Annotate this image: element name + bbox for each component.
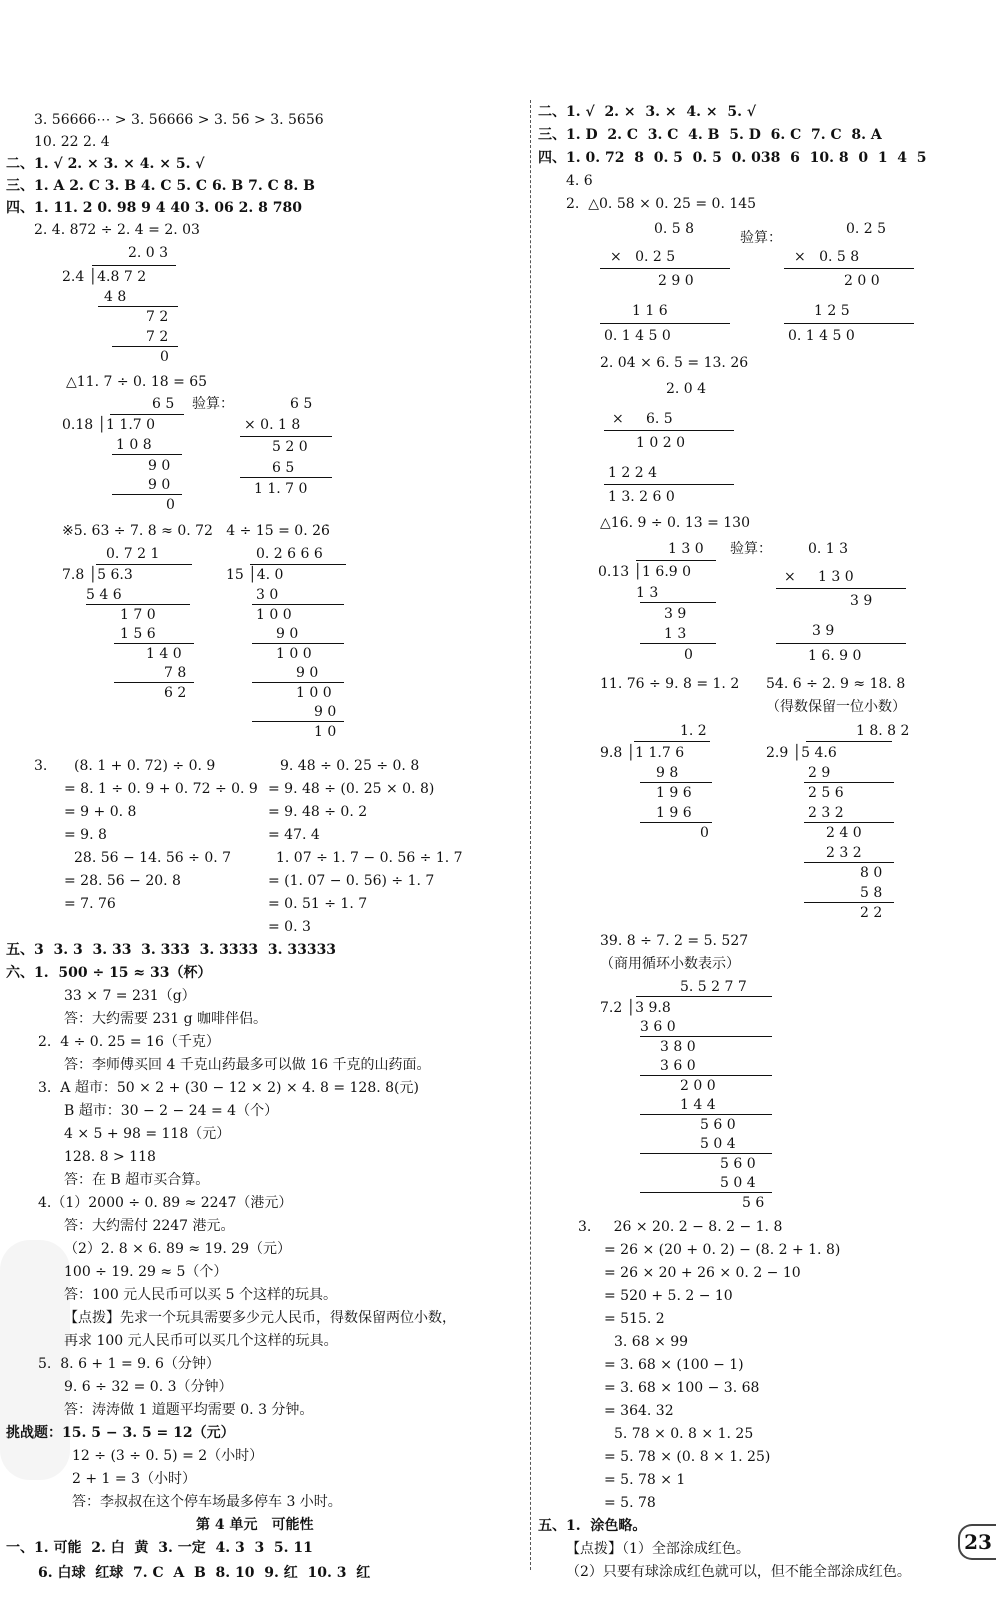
text-line: 二、1. √ 2. × 3. × 4. × 5. √	[538, 104, 757, 120]
text-line: = 5. 78 × 1	[604, 1472, 686, 1488]
division-line: 2 9	[808, 765, 831, 781]
mult-line: 2 9 0	[658, 273, 694, 289]
division-rule	[640, 782, 712, 783]
division-line: 2 0 0	[680, 1078, 716, 1094]
text-line: 答：李叔叔在这个停车场最多停车 3 小时。	[72, 1494, 342, 1510]
check-line: × 1 3 0	[784, 569, 854, 585]
division-rule	[114, 643, 194, 644]
division-bar	[96, 564, 192, 565]
text-line: 答：大约需要 231 g 咖啡伴侣。	[64, 1011, 268, 1027]
text-line: 9. 48 ÷ 0. 25 ÷ 0. 8	[280, 758, 420, 774]
division-line: 1 0 8	[116, 437, 152, 453]
text-line: 3. (8. 1 + 0. 72) ÷ 0. 9	[34, 758, 216, 774]
text-line: 四、1. 0. 72 8 0. 5 0. 5 0. 038 6 10. 8 0 1 4 5	[538, 150, 927, 166]
division-line: 7 8	[164, 665, 187, 681]
text-line: = 28. 56 − 20. 8	[64, 873, 181, 889]
division-bar	[92, 265, 176, 266]
division-rule	[640, 1114, 772, 1115]
text-line: 二、1. √ 2. × 3. × 4. × 5. √	[6, 156, 205, 172]
text-line: （商用循环小数表示）	[600, 956, 740, 972]
text-line: 12 ÷ (3 ÷ 0. 5) = 2（小时）	[72, 1448, 264, 1464]
division-bar	[634, 741, 710, 742]
division-rule	[252, 643, 344, 644]
text-line: 9. 6 ÷ 32 = 0. 3（分钟）	[64, 1379, 233, 1395]
check-rule	[240, 477, 332, 478]
text-line: 答：大约需付 2247 港元。	[64, 1218, 235, 1234]
division-rule	[252, 604, 344, 605]
text-line: = 9. 8	[64, 827, 107, 843]
tip-line: 再求 100 元人民币可以买几个这样的玩具。	[64, 1333, 338, 1349]
text-line: 答：涛涛做 1 道题平均需要 0. 3 分钟。	[64, 1402, 314, 1418]
mult-line: 0. 2 5	[846, 221, 887, 237]
mult-line: × 0. 5 8	[794, 249, 860, 265]
division-rule	[640, 822, 712, 823]
division-line: 3 9	[664, 606, 687, 622]
text-line: = 515. 2	[604, 1311, 665, 1327]
mult-rule	[604, 484, 734, 485]
text-line: 2. 4 ÷ 0. 25 = 16（千克）	[38, 1034, 220, 1050]
text-line: 3. 56666⋯ > 3. 56666 > 3. 5̇6̇ > 3. 5656	[34, 112, 324, 128]
division-rule	[114, 682, 194, 683]
text-line: 3. A 超市：50 × 2 + (30 − 12 × 2) × 4. 8 = 128. 8(元)	[38, 1080, 419, 1096]
division-line: 0	[700, 825, 709, 841]
text-line: 4 × 5 + 98 = 118（元）	[64, 1126, 231, 1142]
division-line: 1 0 0	[276, 646, 312, 662]
mult-line: 1 2 5	[814, 303, 850, 319]
text-line: = 9. 48 ÷ 0. 2	[268, 804, 368, 820]
text-line: 2 + 1 = 3（小时）	[72, 1471, 196, 1487]
text-line: 四、1. 11. 2 0. 98 9 4 40 3. 06 2. 8 780	[6, 200, 302, 216]
check-line: 3 9	[850, 593, 873, 609]
division-rule	[640, 602, 716, 603]
text-line: （得数保留一位小数）	[766, 699, 906, 715]
division-line: 3 6 0	[660, 1058, 696, 1074]
division-line: 5 0 4	[720, 1175, 756, 1191]
division-quotient: 0. 7 2 1	[106, 546, 160, 562]
division-line: 1 0	[314, 724, 337, 740]
column-divider	[530, 100, 531, 1570]
division-quotient: 1 8. 8 2	[856, 723, 910, 739]
division-line: 0.13 │1 6.9 0	[598, 564, 692, 580]
division-line: 7.8 │5 6.3	[62, 567, 133, 583]
text-line: 2. △0. 58 × 0. 25 = 0. 145	[566, 196, 757, 212]
tip-line: 【点拨】（1）全部涂成红色。	[566, 1541, 750, 1557]
mult-line: 0. 5 8	[654, 221, 695, 237]
mult-line: × 6. 5	[612, 411, 673, 427]
text-line: 五、1. 涂色略。	[538, 1518, 647, 1534]
text-line: 128. 8 > 118	[64, 1149, 156, 1165]
division-line: 5 4 6	[86, 587, 122, 603]
check-line: × 0. 1 8	[244, 417, 301, 433]
division-line: 1 5 6	[120, 626, 156, 642]
division-rule	[640, 643, 716, 644]
text-line: 6. 白球 红球 7. C A B 8. 10 9. 红 10. 3 红	[38, 1565, 371, 1581]
check-line: 5 2 0	[272, 439, 308, 455]
division-line: 9 0	[276, 626, 299, 642]
division-line: 9 0	[148, 458, 171, 474]
mult-line: 0. 1 4 5 0	[788, 328, 855, 344]
mult-line: 1 3. 2 6 0	[608, 489, 675, 505]
text-line: = 9 + 0. 8	[64, 804, 137, 820]
tip-line: 【点拨】先求一个玩具需要多少元人民币，得数保留两位小数，	[64, 1310, 456, 1326]
division-rule	[112, 346, 178, 347]
division-line: 7 2	[146, 329, 169, 345]
text-line: 28. 56 − 14. 56 ÷ 0. 7	[74, 850, 232, 866]
division-quotient: 5. 5 2 7 7	[680, 979, 747, 995]
mult-rule	[600, 268, 730, 269]
division-line: 1 0 0	[296, 685, 332, 701]
division-line: 0	[166, 497, 175, 513]
division-rule	[640, 1036, 772, 1037]
division-line: 9 0	[148, 477, 171, 493]
check-line: 1 6. 9 0	[808, 648, 862, 664]
division-rule	[640, 1192, 772, 1193]
text-line: 五、3 3. 3 3. 33 3. 333 3. 3333 3. 33333	[6, 942, 337, 958]
division-bar	[806, 741, 892, 742]
text-line: = 9. 48 ÷ (0. 25 × 0. 8)	[268, 781, 435, 797]
mult-line: 1 1 6	[632, 303, 668, 319]
check-line: 1 1. 7 0	[254, 481, 308, 497]
text-line: B 超市：30 − 2 − 24 = 4（个）	[64, 1103, 279, 1119]
division-line: 4 8	[104, 289, 127, 305]
division-line: 1 4 4	[680, 1097, 716, 1113]
division-line: 3 8 0	[660, 1039, 696, 1055]
mult-rule	[604, 430, 734, 431]
division-line: 1 3	[664, 626, 687, 642]
check-rule	[776, 643, 906, 644]
mult-line: 2. 0 4	[666, 381, 707, 397]
division-line: 6 2	[164, 685, 187, 701]
division-line: 3 6 0	[640, 1019, 676, 1035]
text-line: 答：100 元人民币可以买 5 个这样的玩具。	[64, 1287, 337, 1303]
text-line: 3. 26 × 20. 2 − 8. 2 − 1. 8	[578, 1219, 783, 1235]
page-number: 23	[958, 1524, 996, 1560]
division-bar	[250, 564, 346, 565]
division-line: 1 3	[636, 585, 659, 601]
text-line: 5. 78 × 0. 8 × 1. 25	[614, 1426, 754, 1442]
check-line: 3 9	[812, 623, 835, 639]
division-rule	[640, 1153, 772, 1154]
text-line: 六、1. 500 ÷ 15 ≈ 33（杯）	[6, 965, 212, 981]
text-line: = (1. 07 − 0. 56) ÷ 1. 7	[268, 873, 435, 889]
division-quotient: 0. 2 6 6 6	[256, 546, 323, 562]
text-line: 2. 4. 872 ÷ 2. 4 = 2. 03	[34, 222, 200, 238]
tip-line: （2）只要有球涂成红色就可以，但不能全部涂成红色。	[566, 1564, 911, 1580]
text-line: （2）2. 8 × 6. 89 ≈ 19. 29（元）	[64, 1241, 292, 1257]
text-line: = 5. 78	[604, 1495, 656, 1511]
division-line: 5 6 0	[720, 1156, 756, 1172]
division-line: 7 2	[146, 309, 169, 325]
mult-line: × 0. 2 5	[610, 249, 676, 265]
mult-line: 0. 1 4 5 0	[604, 328, 671, 344]
division-quotient: 2. 0 3	[128, 245, 169, 261]
division-line: 1 0 0	[256, 607, 292, 623]
division-line: 2 3 2	[826, 845, 862, 861]
check-label: 验算：	[740, 230, 782, 246]
text-line: 3. 68 × 99	[614, 1334, 689, 1350]
mult-rule	[600, 323, 730, 324]
division-bar	[110, 414, 184, 415]
division-rule	[640, 1075, 772, 1076]
text-line: = 5. 78 × (0. 8 × 1. 25)	[604, 1449, 771, 1465]
division-line: 1 9 6	[656, 785, 692, 801]
division-line: 0	[684, 647, 693, 663]
division-quotient: 1. 2	[680, 723, 707, 739]
division-line: 3 0	[256, 587, 279, 603]
division-line: 2 3 2	[808, 805, 844, 821]
check-line: 0. 1 3	[808, 541, 849, 557]
division-rule	[252, 721, 344, 722]
division-line: 2 5 6	[808, 785, 844, 801]
division-line: 9 8	[656, 765, 679, 781]
text-line: = 3. 68 × 100 − 3. 68	[604, 1380, 760, 1396]
text-line: 答：在 B 超市买合算。	[64, 1172, 210, 1188]
mult-rule	[784, 323, 914, 324]
text-line: = 7. 76	[64, 896, 116, 912]
text-line: 三、1. A 2. C 3. B 4. C 5. C 6. B 7. C 8. B	[6, 178, 315, 194]
division-line: 2 2	[860, 905, 883, 921]
division-line: 5 6	[742, 1195, 765, 1211]
text-line: 答：李师傅买回 4 千克山药最多可以做 16 千克的山药面。	[64, 1057, 431, 1073]
text-line: 4.（1）2000 ÷ 0. 89 ≈ 2247（港元）	[38, 1195, 293, 1211]
check-rule	[240, 436, 332, 437]
division-line: 1 7 0	[120, 607, 156, 623]
text-line: 100 ÷ 19. 29 ≈ 5（个）	[64, 1264, 228, 1280]
division-rule	[112, 454, 182, 455]
division-rule	[804, 902, 894, 903]
text-line: = 0. 3	[268, 919, 311, 935]
check-line: 6 5	[272, 460, 295, 476]
division-quotient: 6 5	[152, 396, 175, 412]
division-rule	[98, 306, 178, 307]
division-line: 0	[160, 349, 169, 365]
text-line: = 47. 4	[268, 827, 320, 843]
division-bar	[636, 996, 772, 997]
text-line: 4. 6	[566, 173, 593, 189]
section-heading: 第 4 单元 可能性	[196, 1517, 314, 1533]
division-line: 0.18 │1 1.7 0	[62, 417, 156, 433]
text-line: 11. 76 ÷ 9. 8 = 1. 2	[600, 676, 740, 692]
division-bar	[636, 560, 716, 561]
division-line: 5 6 0	[700, 1117, 736, 1133]
division-line: 1 9 6	[656, 805, 692, 821]
mult-line: 1 2 2 4	[608, 465, 657, 481]
mult-line: 2 0 0	[844, 273, 880, 289]
division-line: 5 0 4	[700, 1136, 736, 1152]
text-line: 39. 8 ÷ 7. 2 = 5. 527	[600, 933, 749, 949]
division-line: 2.9 │5 4.6	[766, 745, 837, 761]
text-line: △16. 9 ÷ 0. 13 = 130	[600, 515, 750, 531]
text-line: 5. 8. 6 + 1 = 9. 6（分钟）	[38, 1356, 220, 1372]
text-line: 三、1. D 2. C 3. C 4. B 5. D 6. C 7. C 8. A	[538, 127, 882, 143]
text-line: = 26 × 20 + 26 × 0. 2 − 10	[604, 1265, 801, 1281]
text-line: = 364. 32	[604, 1403, 674, 1419]
check-label: 验算：	[192, 396, 234, 412]
text-line: = 8. 1 ÷ 0. 9 + 0. 72 ÷ 0. 9	[64, 781, 258, 797]
text-line: 挑战题：15. 5 − 3. 5 = 12（元）	[6, 1425, 235, 1441]
division-rule	[86, 604, 190, 605]
text-line: △11. 7 ÷ 0. 18 = 65	[66, 374, 208, 390]
division-rule	[804, 822, 894, 823]
division-line: 7.2 │3 9.8	[600, 1000, 671, 1016]
check-rule	[776, 588, 906, 589]
division-rule	[804, 862, 894, 863]
division-rule	[252, 682, 344, 683]
division-rule	[804, 782, 894, 783]
division-line: 8 0	[860, 865, 883, 881]
division-line: 9.8 │1 1.7 6	[600, 745, 685, 761]
mult-rule	[784, 268, 914, 269]
text-line: = 26 × (20 + 0. 2) − (8. 2 + 1. 8)	[604, 1242, 841, 1258]
text-line: 33 × 7 = 231（g）	[64, 988, 196, 1004]
division-line: 1 4 0	[146, 646, 182, 662]
division-line: 15 │4. 0	[226, 567, 284, 583]
check-label: 验算：	[730, 541, 772, 557]
text-line: 10. 22 2. 4	[34, 134, 110, 150]
text-line: 2. 04 × 6. 5 = 13. 26	[600, 355, 749, 371]
text-line: 一、1. 可能 2. 白 黄 3. 一定 4. 3 3 5. 11	[6, 1540, 313, 1556]
division-line: 5 8	[860, 885, 883, 901]
division-quotient: 1 3 0	[668, 541, 704, 557]
text-line: = 3. 68 × (100 − 1)	[604, 1357, 744, 1373]
text-line: ※5. 63 ÷ 7. 8 ≈ 0. 72 4 ÷ 15 = 0. 2̇6̇	[62, 523, 330, 539]
check-line: 6 5	[290, 396, 313, 412]
mult-line: 1 0 2 0	[636, 435, 685, 451]
text-line: 54. 6 ÷ 2. 9 ≈ 18. 8	[766, 676, 906, 692]
text-line: = 520 + 5. 2 − 10	[604, 1288, 733, 1304]
division-line: 2.4 │4.8 7 2	[62, 269, 147, 285]
division-line: 9 0	[296, 665, 319, 681]
division-rule	[112, 494, 182, 495]
division-line: 2 4 0	[826, 825, 862, 841]
division-line: 9 0	[314, 704, 337, 720]
text-line: 1. 07 ÷ 1. 7 − 0. 56 ÷ 1. 7	[276, 850, 463, 866]
text-line: = 0. 51 ÷ 1. 7	[268, 896, 368, 912]
